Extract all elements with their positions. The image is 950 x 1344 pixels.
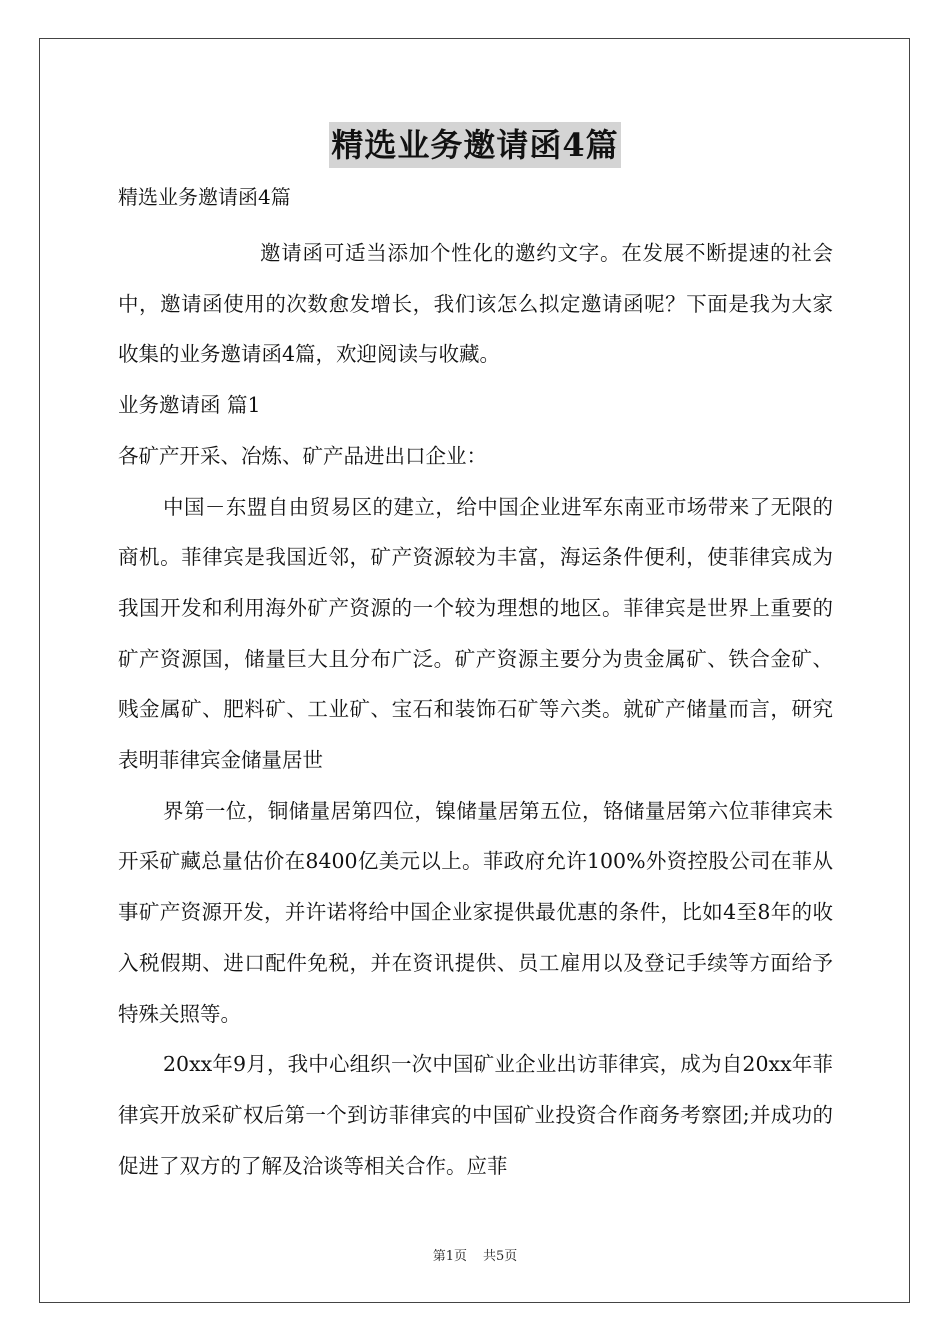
intro-paragraph: 邀请函可适当添加个性化的邀约文字。在发展不断提速的社会中，邀请函使用的次数愈发增长，我们该怎么拟定邀请函呢？下面是我为大家收集的业务邀请函4篇，欢迎阅读与收藏。	[118, 241, 833, 367]
page-number-total: 共5页	[483, 1249, 518, 1264]
title-container	[0, 122, 950, 168]
section-heading: 业务邀请函 篇1	[118, 393, 261, 418]
body-paragraph: 20xx年9月，我中心组织一次中国矿业企业出访菲律宾，成为自20xx年菲律宾开放采矿权后第一个到访菲律宾的中国矿业投资合作商务考察团;并成功的促进了双方的了解及洽谈等相关合作。应菲	[118, 1052, 833, 1178]
body-paragraph: 中国－东盟自由贸易区的建立，给中国企业进军东南亚市场带来了无限的商机。菲律宾是我国近邻，矿产资源较为丰富，海运条件便利，使菲律宾成为我国开发和利用海外矿产资源的一个较为理想的地区。菲律宾是世界上重要的矿产资源国，储量巨大且分布广泛。矿产资源主要分为贵金属矿、铁合金矿、贱金属矿、肥料矿、工业矿、宝石和装饰石矿等六类。就矿产储量而言，研究表明菲律宾金储量居世	[118, 494, 833, 773]
body-paragraph: 界第一位，铜储量居第四位，镍储量居第五位，铬储量居第六位菲律宾未开采矿藏总量估价在8400亿美元以上。菲政府允许100%外资控股公司在菲从事矿产资源开发，并许诺将给中国企业家提供最优惠的条件，比如4至8年的收入税假期、进口配件免税，并在资讯提供、员工雇用以及登记手续等方面给予特殊关照等。	[118, 798, 833, 1026]
document-subtitle: 精选业务邀请函4篇	[118, 185, 291, 209]
document-title: 精选业务邀请函4篇	[329, 122, 620, 168]
page-footer	[0, 1248, 950, 1266]
salutation: 各矿产开采、冶炼、矿产品进出口企业：	[118, 443, 487, 468]
document-body	[118, 228, 833, 1191]
page-number-current: 第1页	[432, 1249, 467, 1264]
